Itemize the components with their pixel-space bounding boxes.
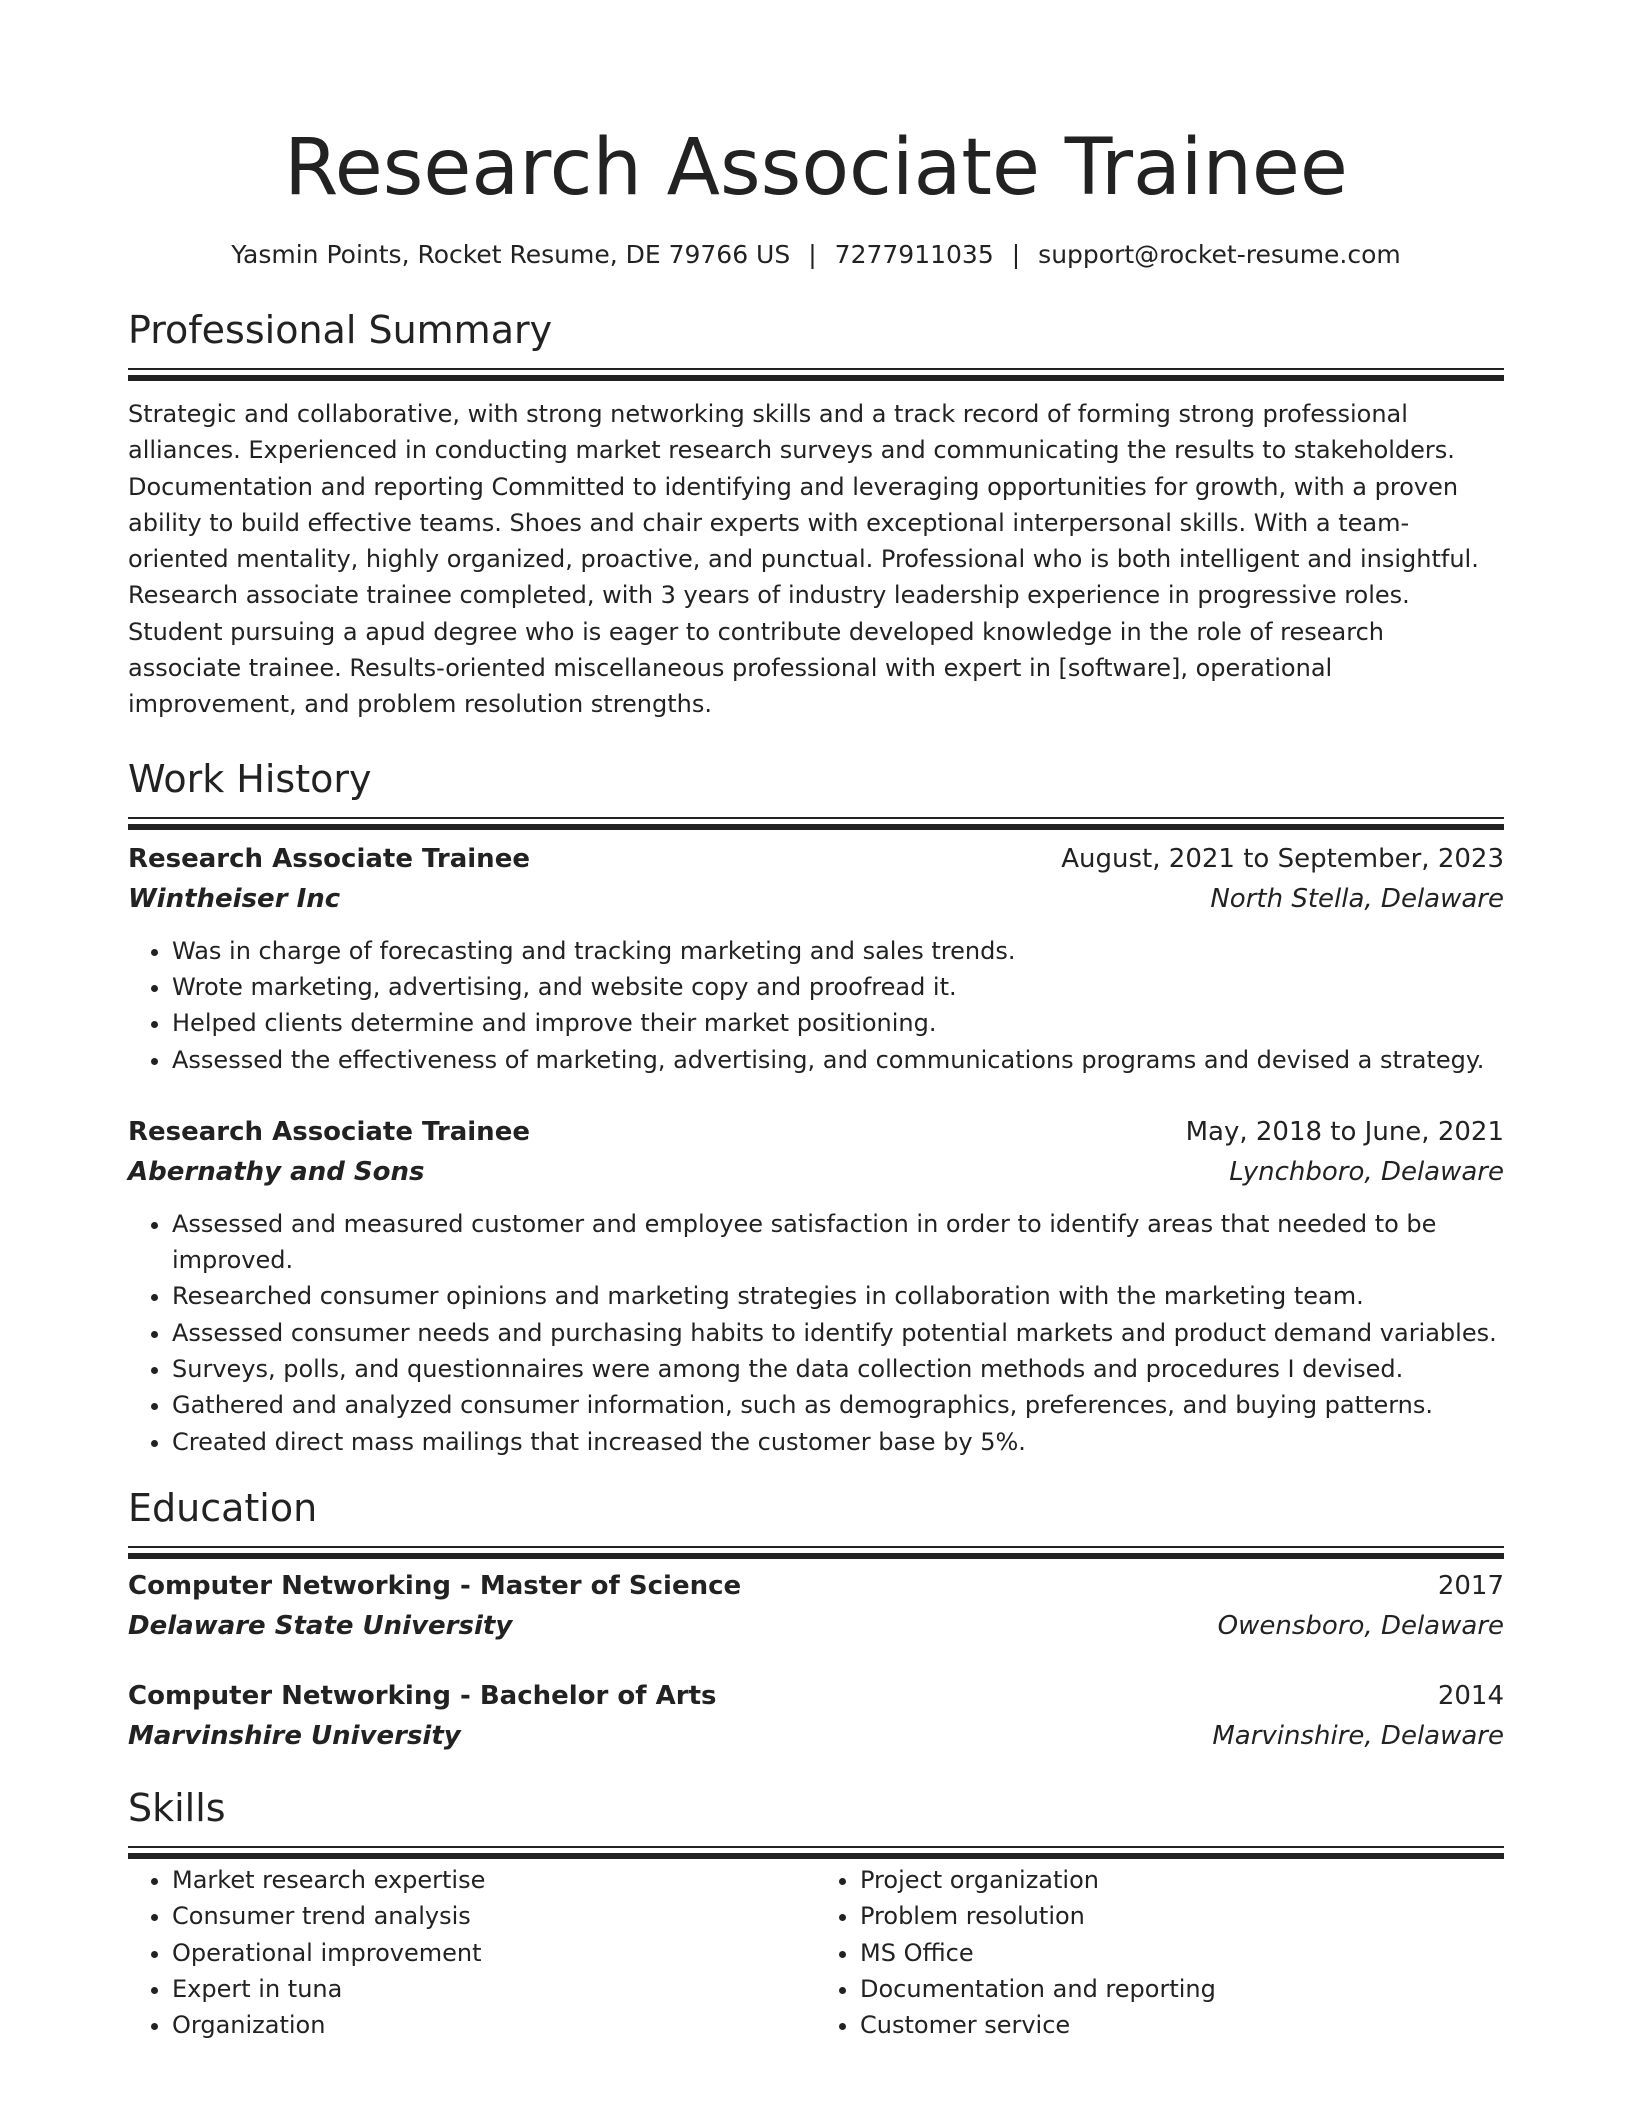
list-item: • Customer service (860, 2007, 1504, 2043)
contact-separator: | (1011, 240, 1021, 269)
school-location: Owensboro, Delaware (1217, 1610, 1504, 1641)
degree-name: Computer Networking - Bachelor of Arts (128, 1680, 717, 1711)
list-item: • Documentation and reporting (860, 1971, 1504, 2007)
contact-phone: 7277911035 (834, 240, 994, 269)
section-title: Professional Summary (128, 308, 553, 352)
list-item: • Helped clients determine and improve their market positioning. (172, 1005, 1504, 1041)
list-item: • Consumer trend analysis (172, 1898, 816, 1934)
summary-text: Strategic and collaborative, with strong networking skills and a track record of forming strong professional alliances. Experienced in conducting market research surveys and communicating the results to stakeholders. Documentation and reporting Committed to identifying and leveraging opportunities for growth, with a proven ability to build effective teams. Shoes and chair experts with exceptional interpersonal skills. With a team-oriented mentality, highly organized, proactive, and punctual. Professional who is both intelligent and insightful. Research associate trainee completed, with 3 years of industry leadership experience in progressive roles. Student pursuing a apud degree who is eager to contribute developed knowledge in the role of research associate trainee. Results-oriented miscellaneous professional with expert in [software], operational improvement, and problem resolution strengths. (128, 400, 1479, 719)
section-divider (128, 817, 1504, 819)
section-skills (128, 1784, 1504, 2043)
section-education (128, 1484, 1504, 1756)
list-item: • Operational improvement (172, 1935, 816, 1971)
contact-separator: | (808, 240, 817, 269)
school-name: Delaware State University (128, 1610, 513, 1641)
section-divider (128, 368, 1504, 370)
section-title: Skills (128, 1785, 226, 1830)
graduation-year: 2014 (1437, 1680, 1504, 1711)
list-item: • Problem resolution (860, 1898, 1504, 1934)
skills-list-left (128, 1862, 816, 2043)
list-item: • Expert in tuna (172, 1971, 816, 2007)
list-item: • MS Office (860, 1935, 1504, 1971)
graduation-year: 2017 (1437, 1570, 1504, 1601)
list-item: • Created direct mass mailings that increased the customer base by 5%. (172, 1424, 1504, 1460)
company-name: Abernathy and Sons (128, 1156, 425, 1187)
skills-grid (128, 1862, 1504, 2043)
section-divider (128, 1546, 1504, 1548)
section-work-history (128, 755, 1504, 1460)
job-bullets (128, 1206, 1504, 1460)
list-item: • Assessed consumer needs and purchasing habits to identify potential markets and product demand variables. (172, 1315, 1504, 1351)
school-location: Marvinshire, Delaware (1212, 1720, 1504, 1751)
job-title: Research Associate Trainee (128, 843, 530, 874)
list-item: • Organization (172, 2007, 816, 2043)
job-entry (128, 839, 1504, 1078)
contact-address: Yasmin Points, Rocket Resume, DE 79766 US (231, 240, 791, 269)
job-title: Research Associate Trainee (128, 1116, 530, 1147)
education-entry (128, 1566, 1504, 1646)
school-name: Marvinshire University (128, 1720, 461, 1751)
contact-email: support@rocket-resume.com (1038, 240, 1401, 269)
job-dates: May, 2018 to June, 2021 (1185, 1116, 1504, 1147)
list-item: • Gathered and analyzed consumer information, such as demographics, preferences, and buying patterns. (172, 1387, 1504, 1423)
section-title: Work History (128, 756, 372, 801)
job-location: Lynchboro, Delaware (1229, 1156, 1504, 1187)
resume-name-title: Research Associate Trainee (284, 123, 1348, 213)
list-item: • Researched consumer opinions and marketing strategies in collaboration with the marketing team. (172, 1278, 1504, 1314)
list-item: • Surveys, polls, and questionnaires were among the data collection methods and procedures I devised. (172, 1351, 1504, 1387)
job-dates: August, 2021 to September, 2023 (1061, 843, 1504, 874)
section-divider (128, 1846, 1504, 1848)
job-location: North Stella, Delaware (1210, 883, 1504, 914)
list-item: • Project organization (860, 1862, 1504, 1898)
list-item: • Was in charge of forecasting and tracking marketing and sales trends. (172, 933, 1504, 969)
section-professional-summary (128, 306, 1504, 723)
list-item: • Wrote marketing, advertising, and website copy and proofread it. (172, 969, 1504, 1005)
degree-name: Computer Networking - Master of Science (128, 1570, 742, 1601)
list-item: • Assessed the effectiveness of marketing, advertising, and communications programs and devised a strategy. (172, 1042, 1504, 1078)
section-title: Education (128, 1485, 318, 1530)
list-item: • Market research expertise (172, 1862, 816, 1898)
job-bullets (128, 933, 1504, 1078)
contact-line (128, 238, 1504, 272)
company-name: Wintheiser Inc (128, 883, 341, 914)
list-item: • Assessed and measured customer and employee satisfaction in order to identify areas that needed to be improved. (172, 1206, 1504, 1279)
skills-list-right (816, 1862, 1504, 2043)
education-entry (128, 1676, 1504, 1756)
job-entry (128, 1112, 1504, 1460)
